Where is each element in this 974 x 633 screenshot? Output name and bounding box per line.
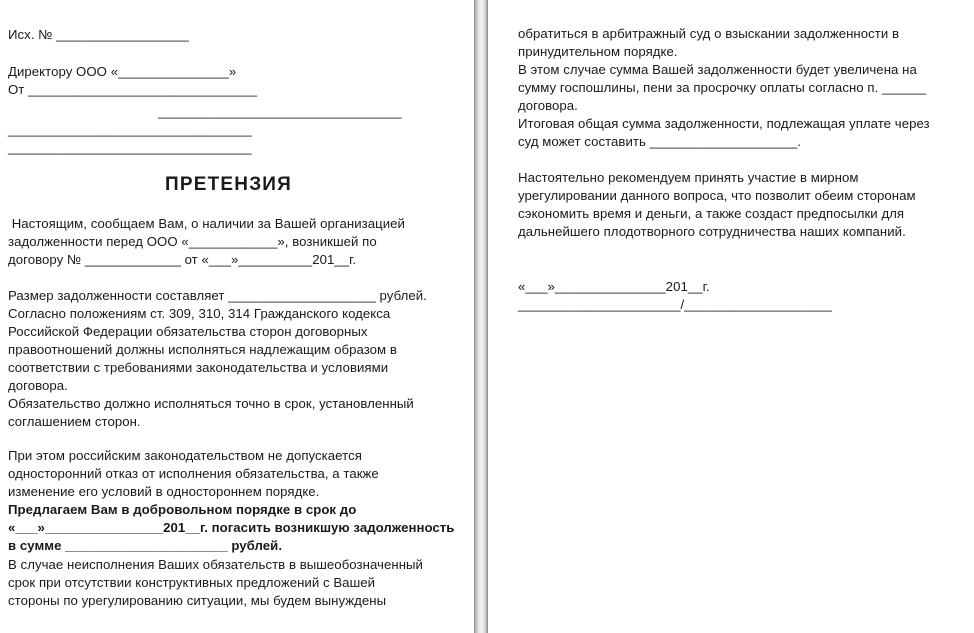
body-line: договора.	[8, 378, 68, 393]
body-line: задолженности перед ООО «____________», возникшей по	[8, 234, 377, 249]
bold-line: Предлагаем Вам в добровольном порядке в срок до	[8, 502, 357, 517]
body-line: суд может составить ____________________.	[518, 134, 802, 149]
body-line: дальнейшего плодотворного сотрудничества наших компаний.	[518, 224, 906, 239]
body-line: Согласно положениям ст. 309, 310, 314 Гражданского кодекса	[8, 306, 391, 321]
body-line: Размер задолженности составляет ____________________ рублей.	[8, 288, 427, 303]
bold-line: «___»________________201__г. погасить возникшую задолженность	[8, 520, 455, 535]
from-line: От _______________________________	[8, 82, 258, 97]
body-line: изменение его условий в одностороннем порядке.	[8, 484, 320, 499]
body-line: Настоятельно рекомендуем принять участие в мирном	[518, 170, 859, 185]
body-line: соглашением сторон.	[8, 414, 141, 429]
body-line: договора.	[518, 98, 578, 113]
body-line: При этом российским законодательством не допускается	[8, 448, 362, 463]
body-line: сумму госпошлины, пени за просрочку оплаты согласно п. ______	[518, 80, 927, 95]
body-line: Итоговая общая сумма задолженности, подлежащая уплате через	[518, 116, 930, 131]
body-line: срок при отсутствии конструктивных предложений с Вашей	[8, 575, 375, 590]
body-line: обратиться в арбитражный суд о взыскании задолженности в	[518, 26, 900, 41]
body-line: Российской Федерации обязательства сторон договорных	[8, 324, 368, 339]
body-line: сэкономить время и деньги, а также создаст предпосылки для	[518, 206, 905, 221]
document-page-right	[488, 0, 974, 633]
outgoing-number: Исх. № __________________	[8, 27, 190, 42]
document-title: ПРЕТЕНЗИЯ	[165, 174, 293, 195]
body-line: Настоящим, сообщаем Вам, о наличии за Вашей организацией	[8, 216, 405, 231]
signature-line: ______________________/____________________	[518, 297, 832, 312]
page-divider	[474, 0, 488, 633]
body-line: принудительном порядке.	[518, 44, 678, 59]
body-line: односторонний отказ от исполнения обязательства, а также	[8, 466, 379, 481]
body-line: В случае неисполнения Ваших обязательств в вышеобозначенный	[8, 557, 423, 572]
body-line: В этом случае сумма Вашей задолженности будет увеличена на	[518, 62, 917, 77]
body-line: договору № _____________ от «___»__________201__г.	[8, 252, 357, 267]
body-line: урегулировании данного вопроса, что позволит обеим сторонам	[518, 188, 916, 203]
body-line: Обязательство должно исполняться точно в срок, установленный	[8, 396, 414, 411]
body-line: правоотношений должны исполняться надлежащим образом в	[8, 342, 397, 357]
blank-line: _________________________________	[8, 122, 252, 137]
blank-line: _________________________________	[8, 140, 252, 155]
document-page-left	[0, 0, 474, 633]
bold-line: в сумме ______________________ рублей.	[8, 538, 283, 553]
blank-line: _________________________________	[158, 104, 402, 119]
body-line: соответствии с требованиями законодательства и условиями	[8, 360, 389, 375]
body-line: стороны по урегулированию ситуации, мы будем вынуждены	[8, 593, 387, 608]
date-line: «___»_______________201__г.	[518, 279, 710, 294]
director-line: Директору ООО «_______________»	[8, 64, 237, 79]
